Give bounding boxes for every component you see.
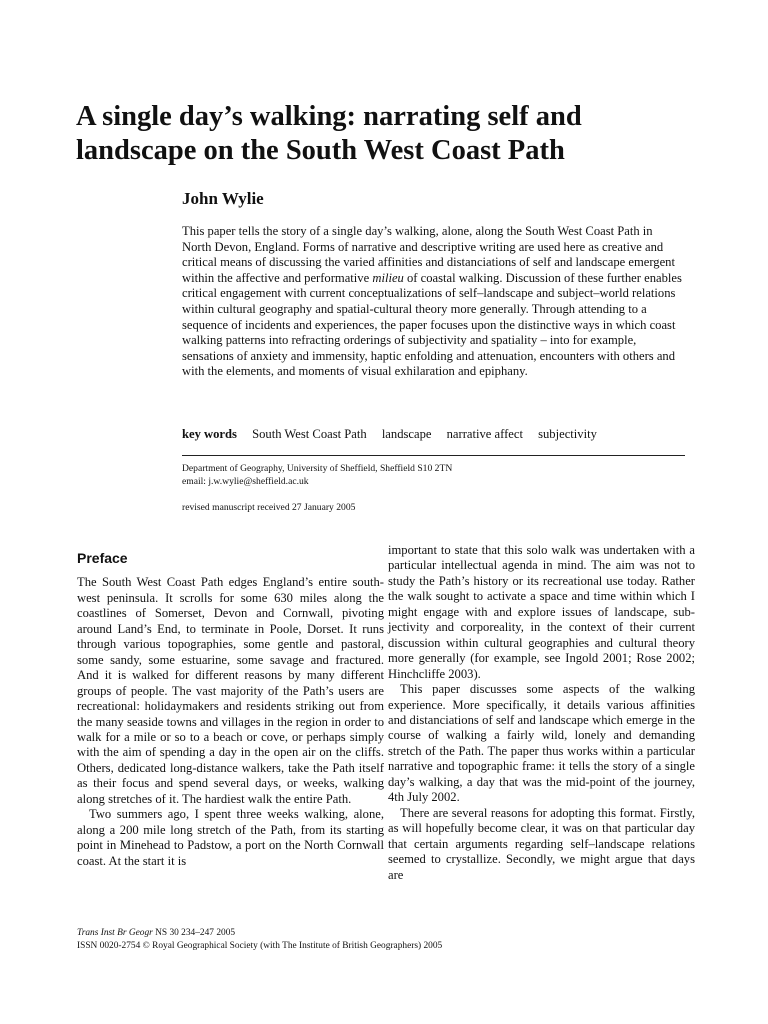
affiliation-address: Department of Geography, University of Sheffield, Sheffield S10 2TN: [182, 463, 453, 474]
issn-line: ISSN 0020-2754 © Royal Geographical Society (with The Institute of British Geographers) 2005: [77, 941, 443, 951]
received-date: revised manuscript received 27 January 2005: [182, 502, 356, 513]
citation-line: [77, 927, 442, 940]
affiliation: [182, 463, 685, 488]
left-column: [77, 543, 384, 869]
divider: [182, 455, 685, 456]
keywords-label: key words: [182, 427, 237, 441]
keyword: South West Coast Path: [252, 427, 367, 441]
abstract-emphasis: milieu: [372, 270, 404, 285]
affiliation-email: email: j.w.wylie@sheffield.ac.uk: [182, 475, 309, 487]
paragraph: There are several reasons for adopting this format. Firstly, as will hopefully become clear, it was on that particular day that certain arguments regarding self–landscape relations seemed to crystallize. Secondly, we might argue that days are: [388, 805, 695, 882]
keywords: [182, 427, 685, 442]
abstract: [182, 224, 685, 380]
abstract-text-1: This paper tells the story of a single day’s walking, alone, along the South West Coast Path in North Devon, England. Forms of narrative and descriptive writing are used here as creative and critical means of discussing the varied affinities and distanciations of self and landscape emergent within the affective and performative: [182, 224, 675, 285]
keyword: narrative affect: [446, 427, 523, 441]
keyword: landscape: [381, 427, 432, 441]
keyword: subjectivity: [538, 427, 597, 441]
journal-name: Trans Inst Br Geogr: [77, 928, 153, 938]
journal-volume: NS 30 234–247 2005: [152, 928, 236, 938]
author-name: John Wylie: [182, 189, 264, 208]
paragraph: The South West Coast Path edges England’s entire south-west peninsula. It scrolls for some 630 miles along the coastlines of Somerset, Devon and Cornwall, pivoting around Land’s End, to terminate in Poole, Dorset. It runs through various topographies, some gentle and pastoral, some sandy, some estuarine, some savage and fractured. And it is walked for different reasons by many different groups of people. The vast majority of the Path’s users are recreational: holidaymakers and residents striking out from the many seaside towns and villages in the region in order to walk for a mile or so to a beach or cove, or perhaps simply with the aim of spending a day in the open air on the cliffs. Others, dedicated long-distance walkers, take the Path itself as their focus and spend several days, or weeks, walking along stretches of it. The hardiest walk the entire Path.: [77, 575, 384, 806]
paragraph: This paper discusses some aspects of the walking experience. More specifically, it details various affinities and distanciations of self and landscape which emerge in the course of walking a fairly wild, lonely and demanding stretch of the Path. The paper thus works within a particular narrative and topographic frame: it tells the story of a single day’s walking, a day that was the mid-point of the journey, 4th July 2002.: [388, 682, 695, 805]
paragraph: important to state that this solo walk was undertaken with a particular intellectual agenda in mind. The aim was not to study the Path’s history or its recreational use today. Rather the walk sought to activate a space and time within which I might engage with and explore issues of landscape, subjectivity and corporeality, in the context of their current discussion within cultural geographies and cultural theory more generally (for example, see Ingold 2001; Rose 2002; Hinchcliffe 2003).: [388, 543, 695, 681]
paragraph: Two summers ago, I spent three weeks walking, alone, along a 200 mile long stretch of the Path, from its starting point in Minehead to Padstow, a port on the North Cornwall coast. At the start it is: [77, 807, 384, 868]
section-heading: Preface: [77, 550, 128, 566]
abstract-text-2: of coastal walking. Discussion of these further enables critical engagement with current conceptualizations of self–landscape and subject–world relations within cultural geography and spatial-cultural theory more generally. Through attending to a sequence of incidents and experiences, the paper focuses upon the distinctive ways in which coast walking patterns into refracting orderings of subjectivity and spatiality – into for example, sensations of anxiety and immensity, haptic enfolding and attenuation, encounters with others and with the elements, and moments of visual exhilaration and epiphany.: [182, 270, 682, 379]
paper-title: A single day’s walking: narrating self and landscape on the South West Coast Path: [76, 101, 582, 166]
right-column: [388, 543, 695, 883]
footer: [77, 927, 442, 953]
